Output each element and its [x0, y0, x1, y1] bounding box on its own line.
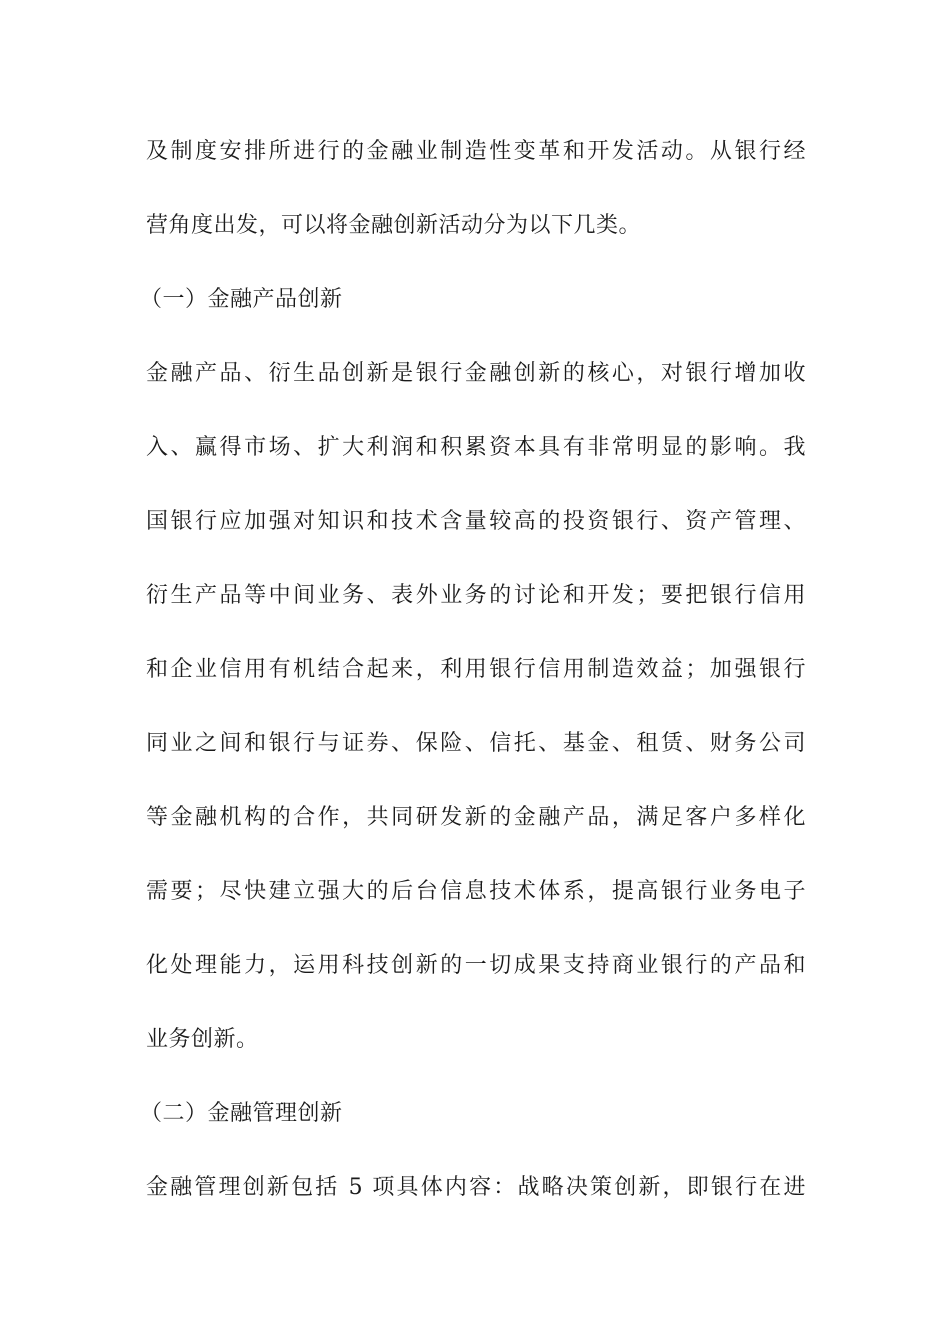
paragraph-line: 国银行应加强对知识和技术含量较高的投资银行、资产管理、	[146, 509, 806, 534]
paragraph-line: 业务创新。	[146, 1027, 259, 1052]
paragraph-line: 金融产品、衍生品创新是银行金融创新的核心，对银行增加收	[146, 361, 806, 386]
paragraph-line: 同业之间和银行与证券、保险、信托、基金、租赁、财务公司	[146, 731, 806, 756]
paragraph-line: 及制度安排所进行的金融业制造性变革和开发活动。从银行经	[146, 139, 806, 164]
paragraph-line: 需要；尽快建立强大的后台信息技术体系，提高银行业务电子	[146, 879, 806, 904]
paragraph-line: 和企业信用有机结合起来，利用银行信用制造效益；加强银行	[146, 657, 806, 682]
paragraph-line: 衍生产品等中间业务、表外业务的讨论和开发；要把银行信用	[146, 583, 806, 608]
paragraph-line: 化处理能力，运用科技创新的一切成果支持商业银行的产品和	[146, 953, 806, 978]
paragraph-line: 等金融机构的合作，共同研发新的金融产品，满足客户多样化	[146, 805, 806, 830]
paragraph-line: 入、赢得市场、扩大利润和积累资本具有非常明显的影响。我	[146, 435, 806, 460]
section-heading-2: （二）金融管理创新	[140, 1101, 343, 1126]
paragraph-line: 金融管理创新包括 5 项具体内容：战略决策创新，即银行在进	[146, 1175, 806, 1200]
section-heading-1: （一）金融产品创新	[140, 287, 343, 312]
paragraph-line: 营角度出发，可以将金融创新活动分为以下几类。	[146, 213, 642, 238]
